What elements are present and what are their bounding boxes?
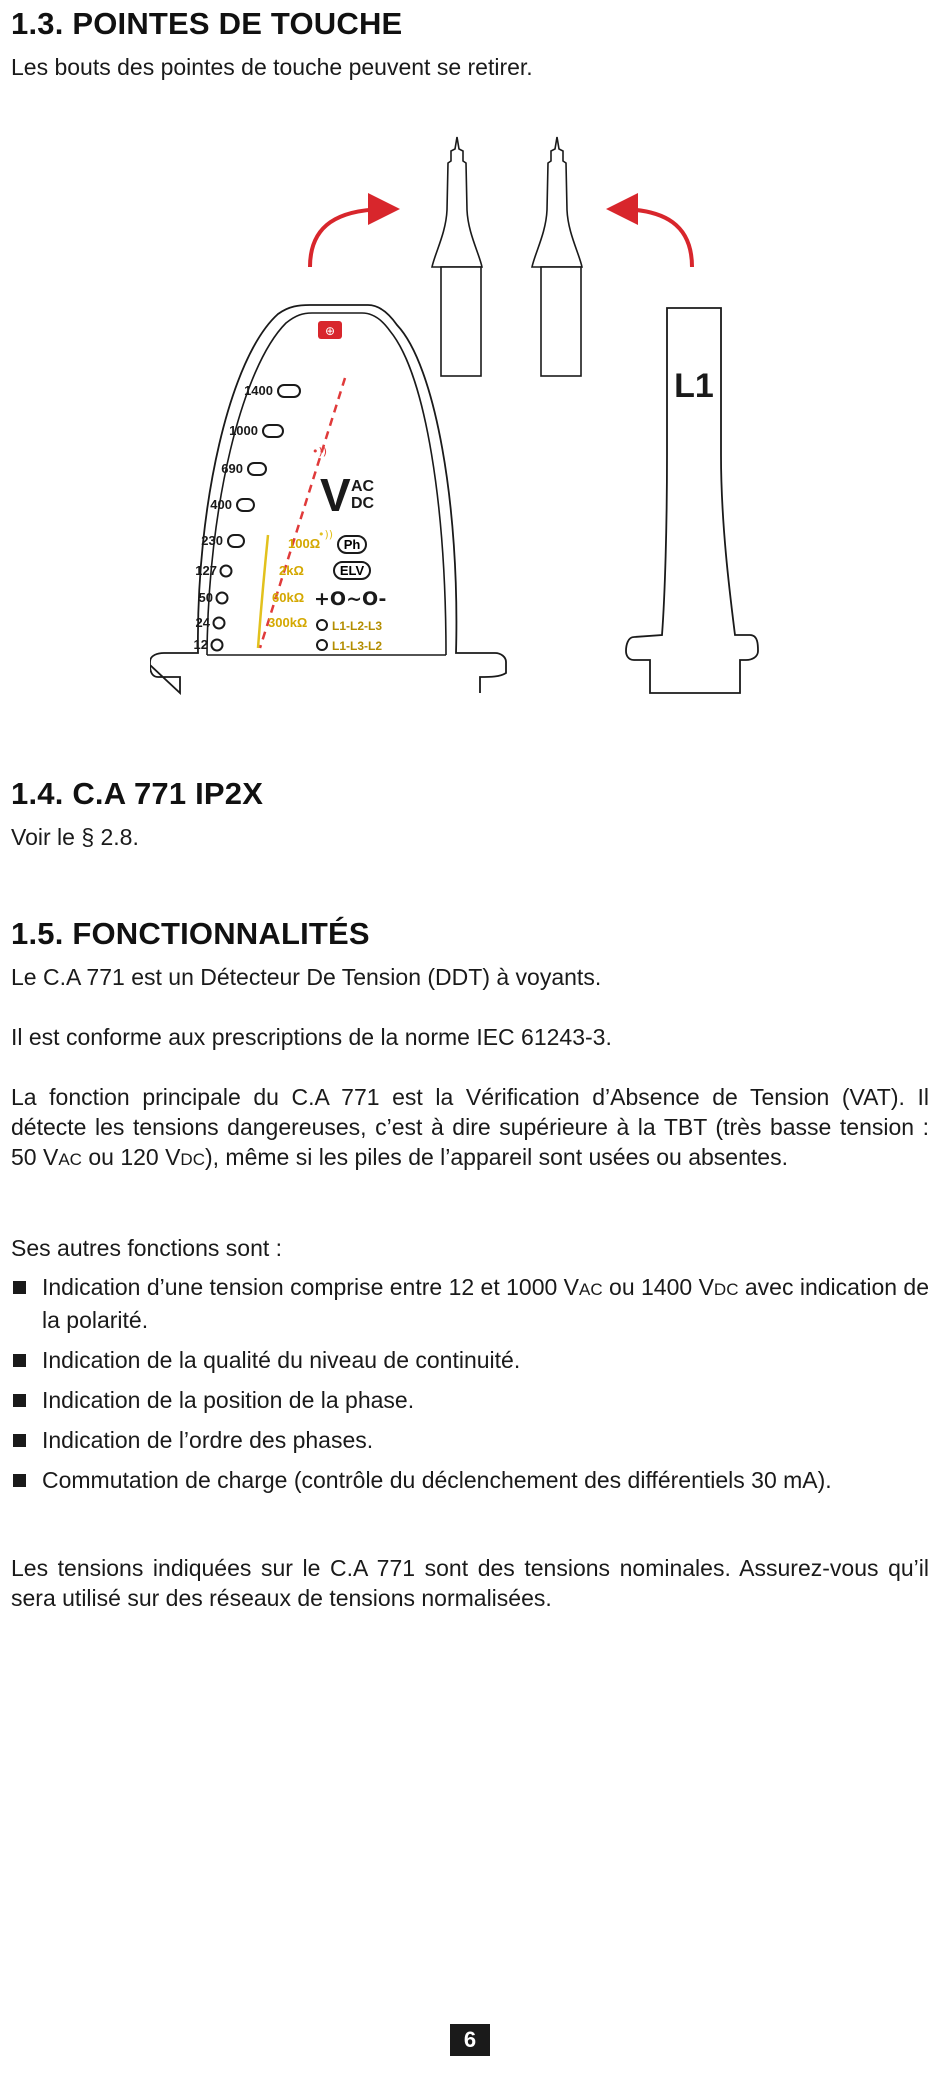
probe-tip-right [532,137,582,376]
ohm-label-60k: 60kΩ [272,590,305,605]
list-item: Indication de la position de la phase. [11,1385,936,1415]
dc-label: DC [351,495,375,512]
buzzer-icon: •)) [312,445,328,458]
ohm-label-300k: 300kΩ [268,615,308,630]
curved-arrow-right [618,209,692,267]
paragraph-vat: La fonction principale du C.A 771 est la Vérification d’Absence de Tension (VAT). Il détecte les tensions dangereuses, c’est à dire supérieure à la TBT (très basse tension : 50 VAC ou 120 VDC), même si les piles de l’appareil sont usées ou absentes. [11,1084,929,1170]
paragraph-norme: Il est conforme aux prescriptions de la norme IEC 61243-3. [11,1024,612,1050]
svg-text:⊕: ⊕ [324,324,336,338]
ohm-label-2k: 2kΩ [279,563,304,578]
curved-arrow-left [310,209,388,267]
led-label-12: 12 [193,637,208,652]
rotation-label-132: L1-L3-L2 [332,639,383,653]
bullet-square-icon [13,1281,26,1294]
bullet-square-icon [13,1354,26,1367]
list-item: Indication de l’ordre des phases. [11,1425,936,1455]
bullet-square-icon [13,1394,26,1407]
section-text-1-4: Voir le § 2.8. [11,824,139,850]
section-title-1-5: 1.5. FONCTIONNALITÉS [11,916,370,951]
voltage-symbol: V [320,469,351,521]
led-label-127: 127 [195,563,217,578]
led-label-1400: 1400 [244,383,273,398]
section-title-1-3: 1.3. POINTES DE TOUCHE [11,6,403,41]
functions-list [11,1272,936,1505]
led-label-1000: 1000 [229,423,258,438]
led-label-24: 24 [195,615,210,630]
led-label-400: 400 [210,497,232,512]
section-title-1-4: 1.4. C.A 771 IP2X [11,776,264,811]
section-text-1-3: Les bouts des pointes de touche peuvent se retirer. [11,54,533,80]
probe-tips-figure [150,125,800,695]
probe-label-l1: L1 [674,367,714,405]
list-item: Indication d’une tension comprise entre 12 et 1000 VAC ou 1400 VDC avec indication de la polarité. [11,1272,936,1335]
elv-label: ELV [339,563,365,578]
paragraph-autres-fonctions: Ses autres fonctions sont : [11,1235,283,1261]
led-label-690: 690 [221,461,243,476]
phase-label: Ph [343,537,361,552]
rotation-label-123: L1-L2-L3 [332,619,383,633]
list-item: Indication de la qualité du niveau de continuité. [11,1345,936,1375]
ac-label: AC [351,478,375,495]
list-item: Commutation de charge (contrôle du déclenchement des différentiels 30 mA). [11,1465,936,1495]
paragraph-tensions-nominales: Les tensions indiquées sur le C.A 771 sont des tensions nominales. Assurez-vous qu’il sera utilisé sur des réseaux de tensions normalisées. [11,1555,929,1611]
led-label-50: 50 [198,590,213,605]
paragraph-ddt: Le C.A 771 est un Détecteur De Tension (DDT) à voyants. [11,964,602,990]
page-number: 6 [450,2024,490,2056]
polarity-indicator: +O~O- [314,588,387,610]
ohm-label-100: 100Ω [288,536,321,551]
probe-tip-left [432,137,482,376]
continuity-buzzer-icon: •)) [318,528,334,541]
bullet-square-icon [13,1474,26,1487]
led-label-230: 230 [201,533,223,548]
probe-right [626,308,758,693]
bullet-square-icon [13,1434,26,1447]
